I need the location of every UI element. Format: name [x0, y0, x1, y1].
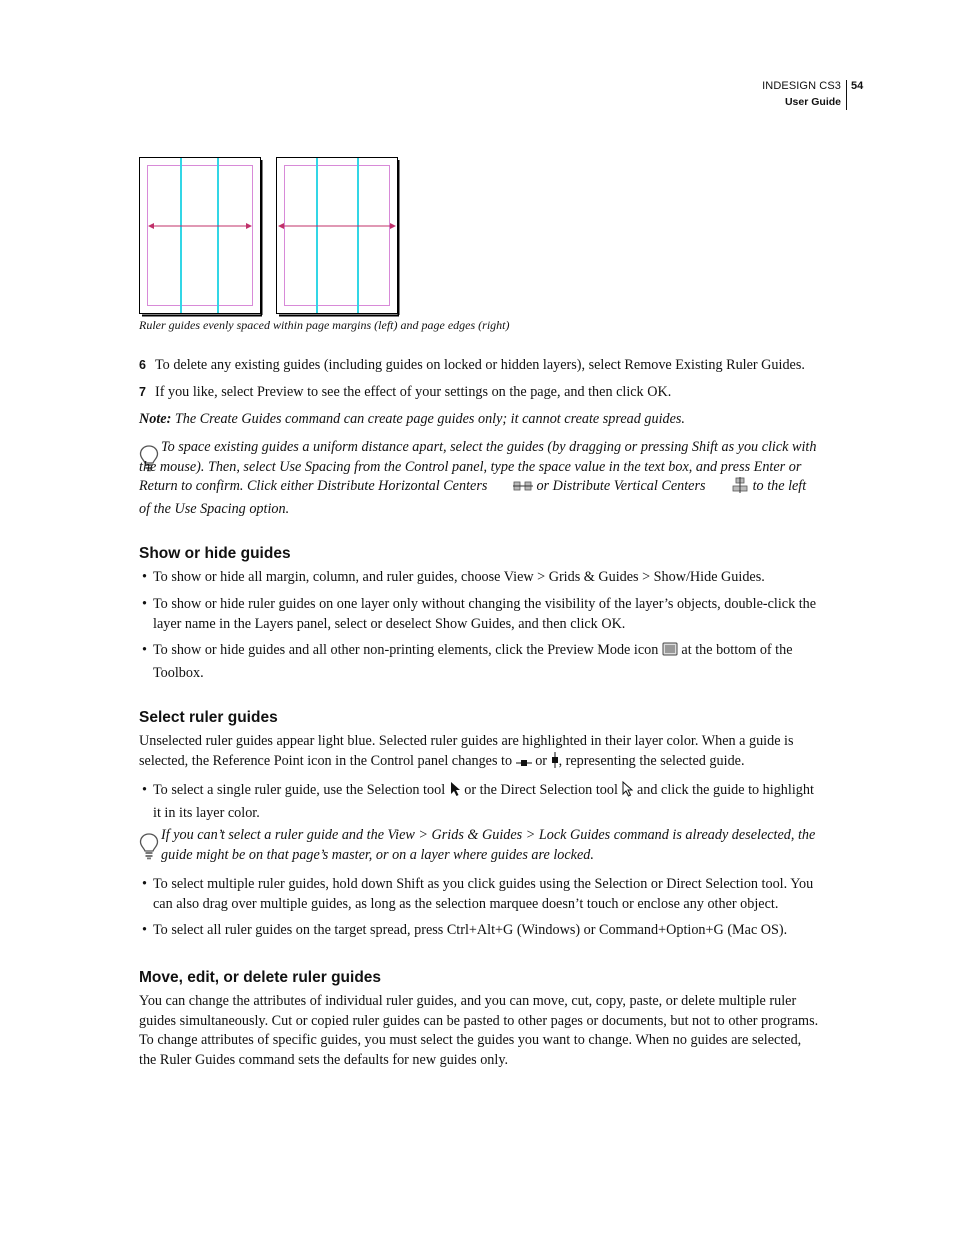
list-item-text: To select multiple ruler guides, hold down Shift as you click guides using the Selection or Direct Selection tool. You can also drag over multiple guides, as long as the selection marquee doesn’t touch or enclose any other object. [153, 876, 814, 912]
distribute-vertical-centers-icon [709, 477, 749, 500]
step-number: 7 [139, 385, 146, 399]
lightbulb-tip-icon [139, 832, 159, 865]
list-item-text: To show or hide guides and all other non-printing elements, click the Preview Mode icon [153, 642, 662, 658]
list-item-text: To show or hide all margin, column, and ruler guides, choose View > Grids & Guides > Show/Hide Guides. [153, 569, 765, 585]
preview-mode-icon [662, 642, 678, 664]
paragraph-text: Unselected ruler guides appear light blue. Selected ruler guides are highlighted in their layer color. When a guide is selected, the Reference Point icon in the Control panel changes to [139, 733, 794, 769]
list-item: • To show or hide guides and all other non-printing elements, click the Preview Mode icon at the bottom of the Toolbox. [142, 642, 793, 681]
selection-tool-icon [449, 781, 461, 804]
tip-text: To space existing guides a uniform distance apart, select the guides (by dragging or pressing Shift as you click with the mouse). Then, select Use Spacing from the Control panel, type the space value in the text box, and press Enter or Return to confirm. Click either Distribute Horizontal Centers [139, 439, 817, 494]
list-item-text: To show or hide ruler guides on one layer only without changing the visibility of the layer’s objects, double-click the layer name in the Layers panel, select or deselect Show Guides, and then click OK. [153, 596, 817, 632]
list-item: • To show or hide all margin, column, and ruler guides, choose View > Grids & Guides > Show/Hide Guides. [142, 569, 765, 585]
step-6 [139, 356, 819, 376]
tip-text: to the left of the Use Spacing option. [139, 478, 807, 517]
reference-point-horizontal-icon [516, 755, 532, 775]
list-item-text: and click the guide to highlight it in its layer color. [153, 782, 814, 821]
list-item: • To select multiple ruler guides, hold down Shift as you click guides using the Selection or Direct Selection tool. You can also drag over multiple guides, as long as the selection marquee doesn’t touch or enclose any other object. [142, 876, 814, 912]
tip-locked-guides: If you can’t select a ruler guide and the View > Grids & Guides > Lock Guides command is already deselected, the guide might be on that page’s master, or on a layer where guides are locked. [161, 827, 816, 863]
distribute-horizontal-centers-icon [491, 479, 533, 500]
tip-uniform-spacing [139, 438, 819, 519]
move-paragraph: You can change the attributes of individual ruler guides, and you can move, cut, copy, paste, or delete multiple ruler guides simultaneously. Cut or copied ruler guides can be pasted to other pages or documents, but not to other programs. To change attributes of specific guides, you must select the guides you want to change. When no guides are selected, the Ruler Guides command sets the defaults for new guides only. [139, 993, 819, 1068]
list-item: • To select a single ruler guide, use the Selection tool or the Direct Selection tool and click the guide to highlight it in its layer color. [142, 782, 814, 821]
paragraph-text: or [531, 752, 551, 769]
note [139, 410, 819, 430]
list-item-text: To select a single ruler guide, use the Selection tool [153, 782, 449, 798]
note-label: Note: [139, 411, 172, 427]
header-guide: User Guide [784, 96, 841, 108]
select-intro-paragraph [139, 732, 819, 774]
note-text: The Create Guides command can create page guides only; it cannot create spread guides. [171, 411, 685, 427]
figure-margins-page [139, 157, 263, 317]
heading-show-hide-guides: Show or hide guides [139, 545, 291, 562]
tip-text: or Distribute Vertical Centers [532, 478, 710, 494]
list-item: • To show or hide ruler guides on one layer only without changing the visibility of the layer’s objects, double-click the layer name in the Layers panel, select or deselect Show Guides, and then click OK. [142, 596, 817, 632]
step-text: If you like, select Preview to see the effect of your settings on the page, and then click OK. [155, 384, 672, 400]
heading-move-edit-delete: Move, edit, or delete ruler guides [139, 969, 382, 986]
list-item-text: To select all ruler guides on the target spread, press Ctrl+Alt+G (Windows) or Command+Option+G (Mac OS). [153, 922, 788, 938]
direct-selection-tool-icon [621, 781, 633, 804]
step-text: To delete any existing guides (including guides on locked or hidden layers), select Remove Existing Ruler Guides. [155, 357, 805, 373]
list-item: • To select all ruler guides on the target spread, press Ctrl+Alt+G (Windows) or Command+Option+G (Mac OS). [142, 922, 788, 938]
header-divider [846, 80, 847, 110]
heading-select-ruler-guides: Select ruler guides [139, 709, 278, 726]
figure-edges-page [276, 157, 400, 317]
paragraph-text: , representing the selected guide. [558, 752, 745, 769]
figure-caption: Ruler guides evenly spaced within page margins (left) and page edges (right) [139, 318, 510, 332]
reference-point-vertical-icon [551, 752, 559, 775]
step-7 [139, 383, 819, 403]
list-item-text: at the bottom of the Toolbox. [153, 642, 793, 681]
page-number: 54 [851, 80, 864, 92]
list-item-text: or the Direct Selection tool [460, 782, 622, 798]
header-product: INDESIGN CS3 [762, 80, 841, 92]
step-number: 6 [139, 358, 146, 372]
